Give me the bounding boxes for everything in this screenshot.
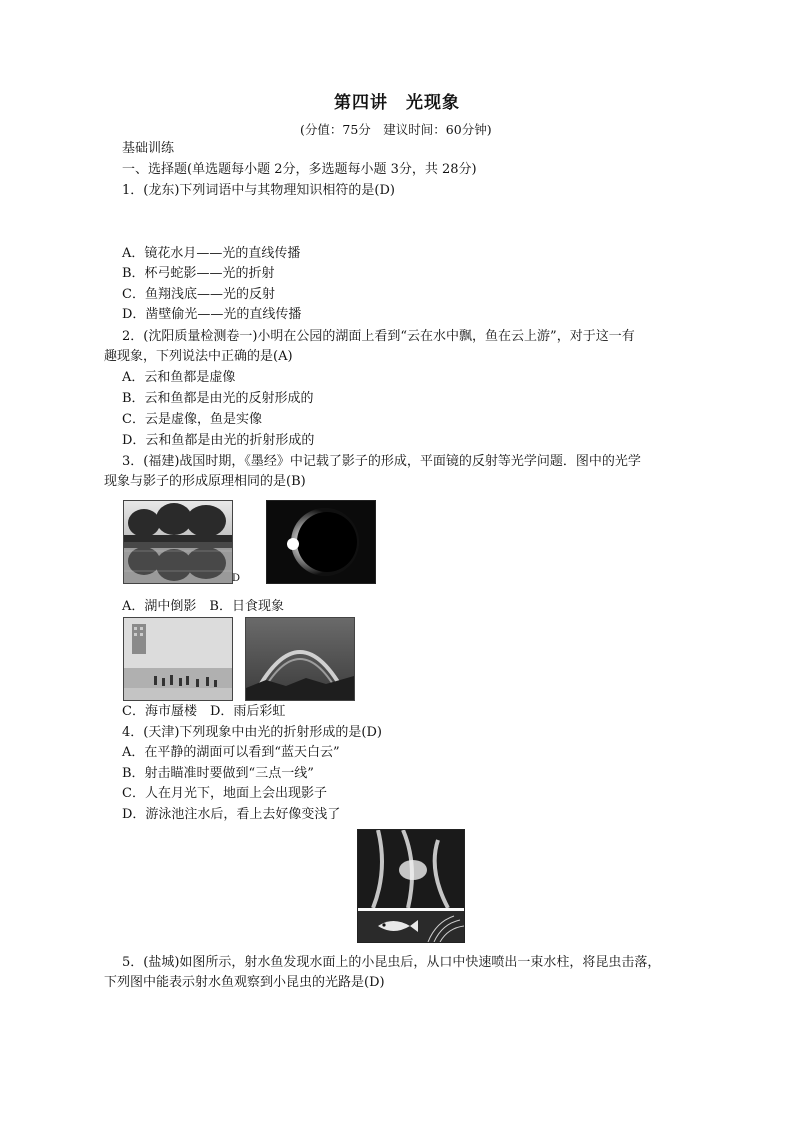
q3-stem-line2: 现象与影子的形成原理相同的是(B) (104, 474, 306, 489)
page-subtitle: (分值：75分 建议时间：60分钟) (300, 122, 492, 137)
q4-stem: 4．(天津)下列现象中由光的折射形成的是(D) (122, 725, 382, 740)
q2-stem-line2: 趣现象，下列说法中正确的是(A) (104, 349, 293, 364)
q1-option-a: A．镜花水月——光的直线传播 (122, 246, 301, 261)
q4-option-a: A．在平静的湖面可以看到“蓝天白云” (122, 745, 340, 760)
part-heading: 一、选择题(单选题每小题 2分，多选题每小题 3分，共 28分) (122, 162, 477, 177)
q1-option-d: D．凿壁偷光——光的直线传播 (122, 307, 302, 322)
q4-option-d: D．游泳池注水后，看上去好像变浅了 (122, 807, 341, 822)
section-label: 基础训练 (122, 141, 175, 156)
q2-option-a: A．云和鱼都是虚像 (122, 370, 236, 385)
photo-mirage (123, 617, 233, 701)
q1-stem: 1．(龙东)下列词语中与其物理知识相符的是(D) (122, 183, 395, 198)
q2-option-d: D．云和鱼都是由光的折射形成的 (122, 433, 315, 448)
q5-stem-line1: 5．(盐城)如图所示，射水鱼发现水面上的小昆虫后，从口中快速喷出一束水柱，将昆虫击落， (122, 955, 661, 970)
q3-stem-line1: 3．(福建)战国时期，《墨经》中记载了影子的形成，平面镜的反射等光学问题．图中的光学 (122, 454, 641, 469)
q5-stem-line2: 下列图中能表示射水鱼观察到小昆虫的光路是(D) (104, 975, 385, 990)
q2-stem-line1: 2．(沈阳质量检测卷一)小明在公园的湖面上看到“云在水中飘，鱼在云上游”，对于这一有 (122, 329, 635, 344)
q1-option-b: B．杯弓蛇影——光的折射 (122, 266, 275, 281)
photo-lake-reflection (123, 500, 233, 584)
stray-letter-d: D (232, 573, 241, 584)
q1-option-c: C．鱼翔浅底——光的反射 (122, 287, 275, 302)
photo-archer-fish (357, 829, 465, 943)
photo-rainbow (245, 617, 355, 701)
q4-option-b: B．射击瞄准时要做到“三点一线” (122, 766, 314, 781)
photo-solar-eclipse (266, 500, 376, 584)
q3-caption-cd: C．海市蜃楼 D．雨后彩虹 (122, 704, 286, 719)
q4-option-c: C．人在月光下，地面上会出现影子 (122, 786, 327, 801)
q2-option-b: B．云和鱼都是由光的反射形成的 (122, 391, 314, 406)
page-title: 第四讲 光现象 (334, 93, 460, 113)
q3-caption-ab: A．湖中倒影 B．日食现象 (122, 599, 284, 614)
q2-option-c: C．云是虚像，鱼是实像 (122, 412, 262, 427)
